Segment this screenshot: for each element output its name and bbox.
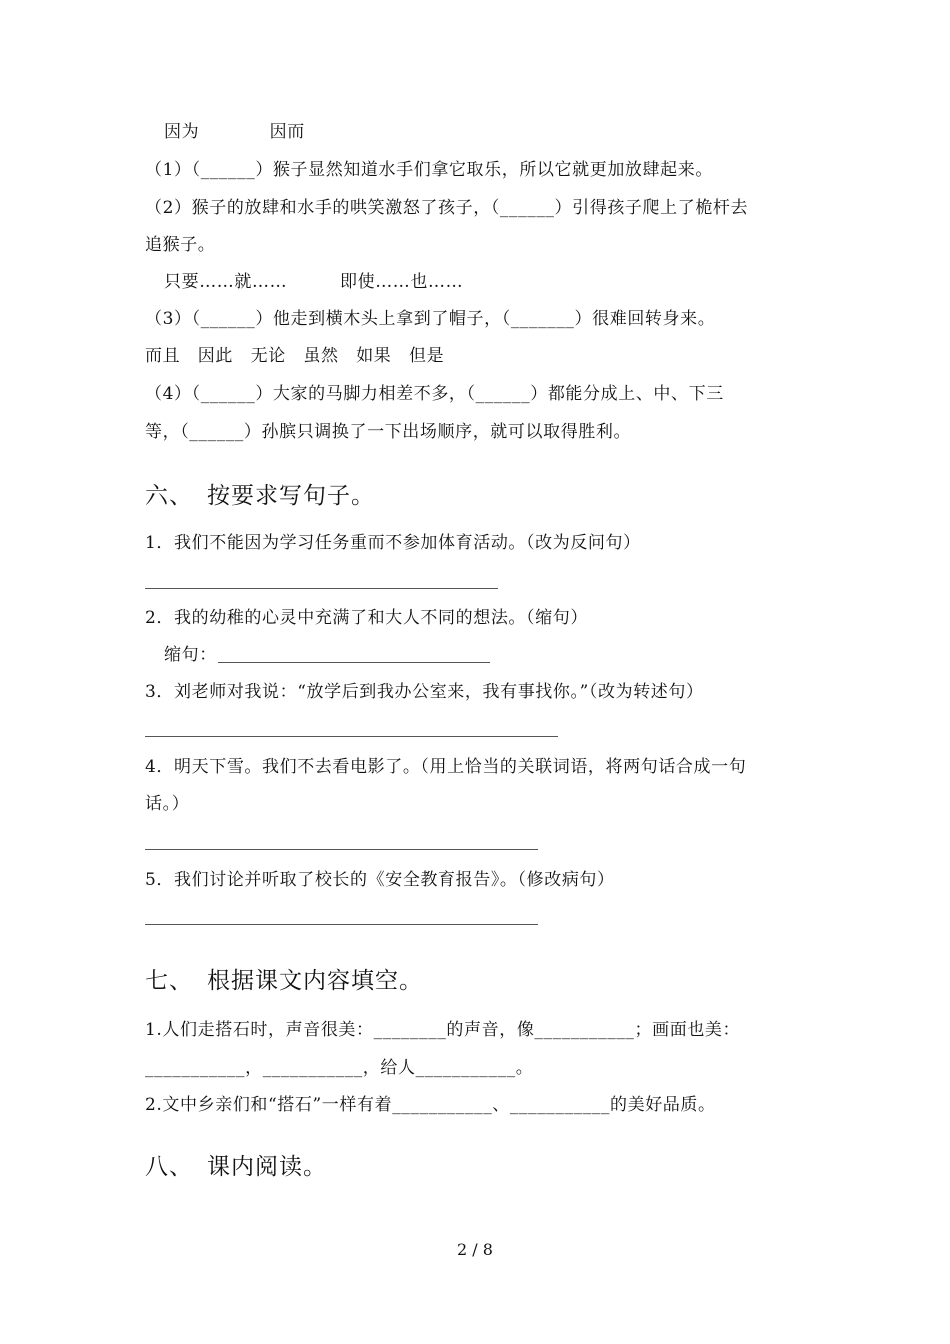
sentence-item-4-line1: 4．明天下雪。我们不去看电影了。（用上恰当的关联词语，将两句话合成一句 <box>145 757 747 777</box>
answer-line-3[interactable] <box>145 736 558 737</box>
fill-question-2-line1: （2）猴子的放肆和水手的哄笑激怒了孩子，（______）引得孩子爬上了桅杆去 <box>145 198 749 218</box>
section-7-heading <box>145 966 423 996</box>
fill-question-2-line2: 追猴子。 <box>145 235 216 255</box>
recall-item-2: 2.文中乡亲们和“搭石”一样有着___________、___________的美好品质。 <box>145 1095 716 1115</box>
answer-line-2[interactable] <box>218 662 490 663</box>
section-8-heading <box>145 1152 327 1182</box>
section-6-title: 按要求写句子。 <box>207 483 375 509</box>
option-words-3: 而且 因此 无论 虽然 如果 但是 <box>145 346 445 366</box>
sentence-item-1: 1．我们不能因为学习任务重而不参加体育活动。（改为反问句） <box>145 533 641 553</box>
fill-question-3: （3）（______）他走到横木头上拿到了帽子，（_______）很难回转身来。 <box>145 309 716 329</box>
section-6-number: 六、 <box>145 483 193 509</box>
section-7-number: 七、 <box>145 968 193 994</box>
answer-line-1[interactable] <box>145 588 498 589</box>
recall-item-1-line1: 1.人们走搭石时，声音很美：________的声音，像___________；画面也美： <box>145 1020 741 1040</box>
sentence-item-2: 2．我的幼稚的心灵中充满了和大人不同的想法。（缩句） <box>145 608 588 628</box>
answer-line-4[interactable] <box>145 849 538 850</box>
fill-question-4-line2: 等，（______）孙膑只调换了一下出场顺序，就可以取得胜利。 <box>145 422 632 442</box>
fill-question-1: （1）（______）猴子显然知道水手们拿它取乐，所以它就更加放肆起来。 <box>145 160 713 180</box>
option-words-2: 只要……就…… 即使……也…… <box>164 272 464 292</box>
section-6-heading <box>145 481 375 511</box>
page-number: 2 / 8 <box>457 1240 493 1259</box>
sentence-item-4-line2: 话。） <box>145 794 190 814</box>
fill-question-4-line1: （4）（______）大家的马脚力相差不多，（______）都能分成上、中、下三 <box>145 384 724 404</box>
section-8-number: 八、 <box>145 1154 193 1180</box>
answer-line-5[interactable] <box>145 924 538 925</box>
option-words-1: 因为 因而 <box>164 122 305 142</box>
sentence-item-5: 5．我们讨论并听取了校长的《安全教育报告》。（修改病句） <box>145 870 615 890</box>
section-7-title: 根据课文内容填空。 <box>207 968 423 994</box>
recall-item-1-line2: ___________，___________，给人___________。 <box>145 1058 534 1078</box>
section-8-title: 课内阅读。 <box>207 1154 327 1180</box>
shorten-label: 缩句： <box>164 645 217 665</box>
sentence-item-3: 3．刘老师对我说：“放学后到我办公室来，我有事找你。”（改为转述句） <box>145 682 704 702</box>
